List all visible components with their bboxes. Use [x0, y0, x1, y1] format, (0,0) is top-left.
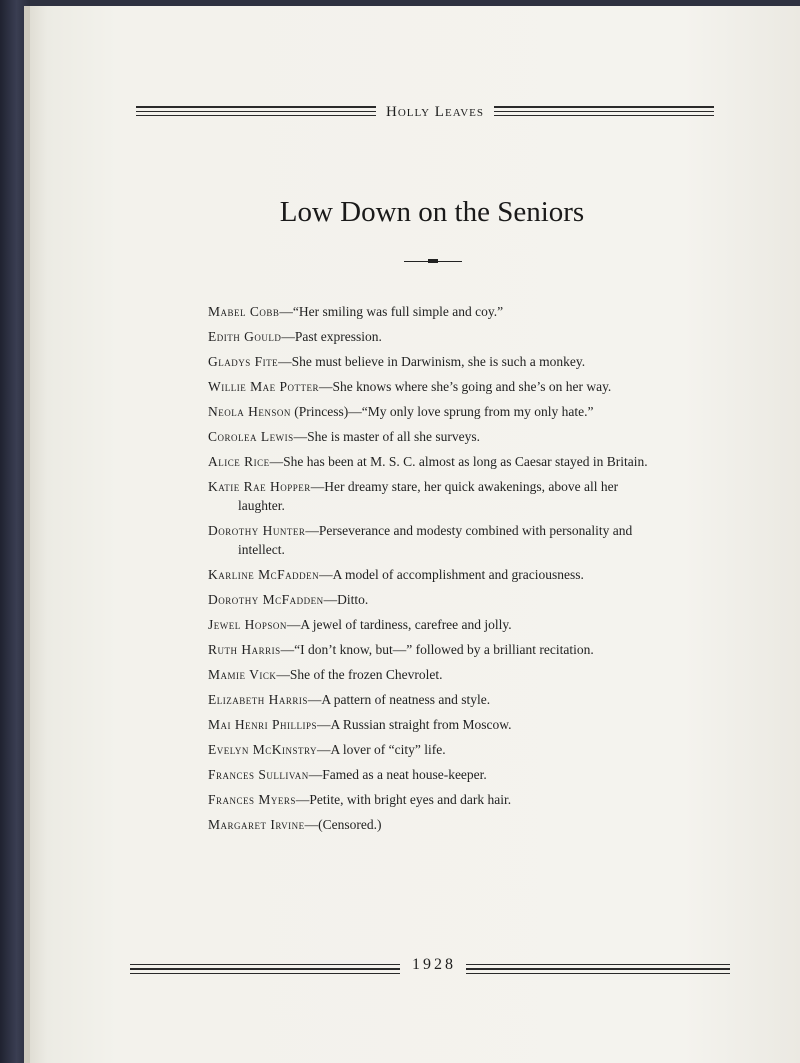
senior-entry: [208, 352, 668, 371]
senior-entry: [208, 377, 668, 396]
senior-description: —She has been at M. S. C. almost as long as Caesar stayed in Britain.: [269, 454, 648, 469]
senior-description: —A jewel of tardiness, carefree and jolly.: [286, 617, 512, 632]
senior-name: Edith Gould: [208, 329, 282, 344]
running-title: Holly Leaves: [386, 104, 484, 120]
senior-description: —A model of accomplishment and graciousness.: [319, 567, 584, 582]
senior-name: Mai Henri Phillips: [208, 717, 318, 732]
senior-description: —A pattern of neatness and style.: [307, 692, 491, 707]
senior-description: —Past expression.: [281, 329, 382, 344]
senior-description: —She must believe in Darwinism, she is such a monkey.: [278, 354, 586, 369]
senior-description: —(Censored.): [304, 817, 382, 832]
senior-name: Mabel Cobb: [208, 304, 280, 319]
senior-description: (Princess)—“My only love sprung from my only hate.”: [290, 404, 594, 419]
senior-list: [208, 302, 668, 840]
senior-entry: [208, 452, 668, 471]
senior-entry: [208, 590, 668, 609]
senior-description: —“I don’t know, but—” followed by a brilliant recitation.: [280, 642, 594, 657]
footer-year: 1928: [412, 956, 456, 973]
footer-rule-right: [466, 964, 730, 977]
senior-name: Ruth Harris: [208, 642, 281, 657]
senior-description: —Famed as a neat house-keeper.: [308, 767, 487, 782]
senior-name: Willie Mae Potter: [208, 379, 319, 394]
senior-description: —Ditto.: [323, 592, 369, 607]
senior-entry: [208, 402, 668, 421]
senior-entry: [208, 427, 668, 446]
senior-description: —She is master of all she surveys.: [293, 429, 480, 444]
senior-entry: [208, 615, 668, 634]
senior-entry: [208, 790, 668, 809]
page-title: Low Down on the Seniors: [279, 196, 585, 228]
senior-name: Alice Rice: [208, 454, 270, 469]
senior-name: Dorothy McFadden: [208, 592, 324, 607]
senior-entry: [208, 690, 668, 709]
page-footer: [120, 956, 740, 986]
senior-description: —Her dreamy stare, her quick awakenings, above all her laughter.: [238, 479, 619, 513]
senior-entry: [208, 740, 668, 759]
senior-description: —A Russian straight from Moscow.: [317, 717, 512, 732]
senior-description: —She of the frozen Chevrolet.: [276, 667, 443, 682]
senior-description: —Perseverance and modesty combined with personality and intellect.: [238, 523, 633, 557]
senior-name: Dorothy Hunter: [208, 523, 306, 538]
senior-name: Katie Rae Hopper: [208, 479, 311, 494]
senior-name: Margaret Irvine: [208, 817, 305, 832]
running-header: [110, 100, 700, 130]
senior-entry: [208, 665, 668, 684]
senior-name: Elizabeth Harris: [208, 692, 308, 707]
senior-name: Neola Henson: [208, 404, 291, 419]
footer-rule-left: [130, 964, 400, 977]
senior-description: —Petite, with bright eyes and dark hair.: [295, 792, 512, 807]
senior-entry: [208, 765, 668, 784]
senior-entry: [208, 815, 668, 834]
senior-name: Jewel Hopson: [208, 617, 287, 632]
senior-entry: [208, 302, 668, 321]
senior-name: Evelyn McKinstry: [208, 742, 317, 757]
senior-entry: [208, 565, 668, 584]
page-gutter: [24, 6, 30, 1063]
senior-entry: [208, 521, 668, 559]
senior-name: Gladys Fite: [208, 354, 279, 369]
senior-description: —A lover of “city” life.: [316, 742, 446, 757]
title-ornament: [404, 260, 462, 264]
senior-name: Frances Myers: [208, 792, 296, 807]
senior-name: Mamie Vick: [208, 667, 277, 682]
header-rule-right: [494, 106, 714, 119]
senior-name: Frances Sullivan: [208, 767, 309, 782]
senior-entry: [208, 715, 668, 734]
senior-description: —“Her smiling was full simple and coy.”: [279, 304, 504, 319]
senior-entry: [208, 477, 668, 515]
header-rule-left: [136, 106, 376, 119]
senior-description: —She knows where she’s going and she’s on her way.: [318, 379, 612, 394]
senior-entry: [208, 640, 668, 659]
senior-entry: [208, 327, 668, 346]
senior-name: Karline McFadden: [208, 567, 320, 582]
senior-name: Corolea Lewis: [208, 429, 294, 444]
